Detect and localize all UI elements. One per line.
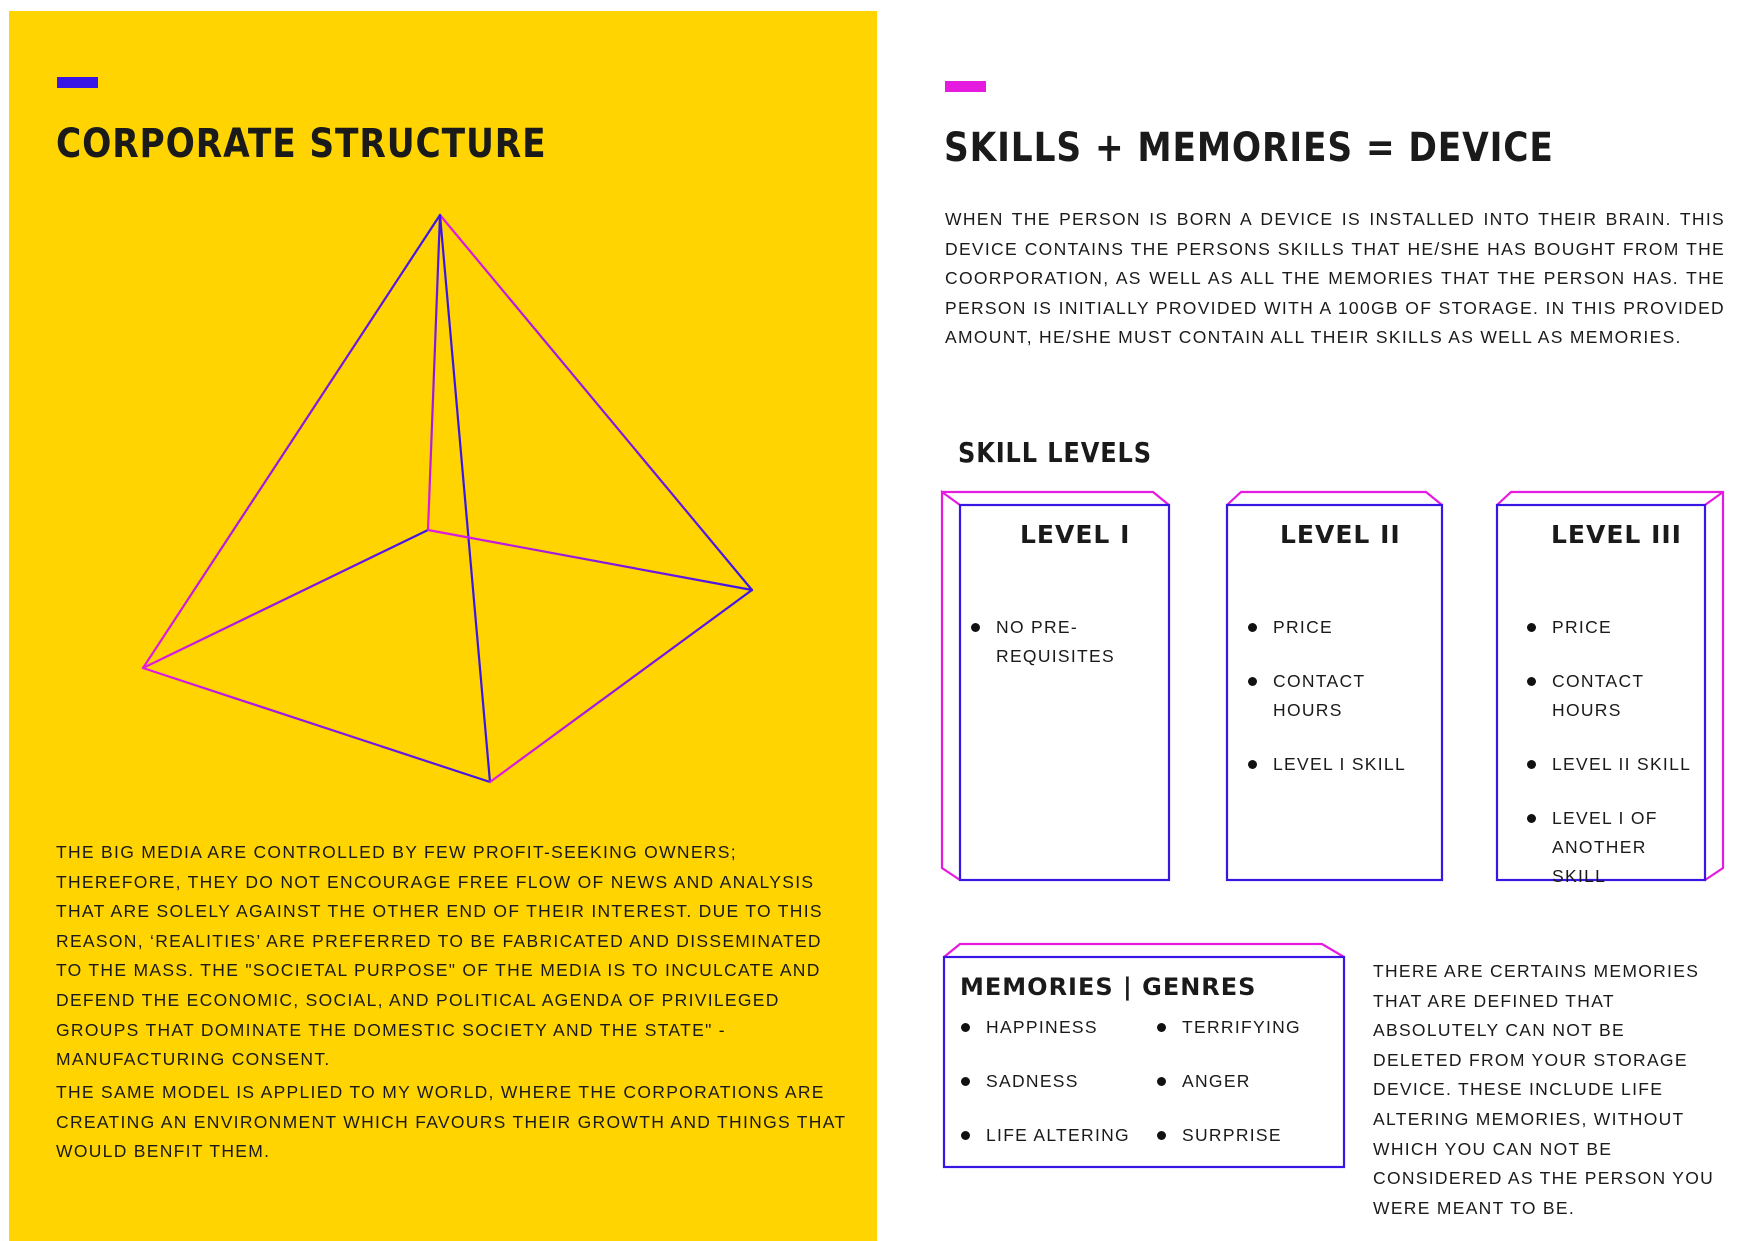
device-description: WHEN THE PERSON IS BORN A DEVICE IS INSTALLED INTO THEIR BRAIN. THIS DEVICE CONTAINS THE PERSONS SKILLS THAT HE/SHE HAS BOUGHT FROM THE COORPORATION, AS WELL AS ALL THE MEMORIES THAT THE PERSON HAS. THE PERSON IS INITIALLY PROVIDED WITH A 100GB OF STORAGE. IN THIS PROVIDED AMOUNT, HE/SHE MUST CONTAIN ALL THEIR SKILLS AS WELL AS MEMORIES. bbox=[945, 209, 1725, 348]
level-2-item: PRICE bbox=[1248, 613, 1438, 642]
corporate-structure-paragraph-1: THE BIG MEDIA ARE CONTROLLED BY FEW PROFIT-SEEKING OWNERS; THEREFORE, THEY DO NOT ENCOURAGE FREE FLOW OF NEWS AND ANALYSIS THAT ARE SOLELY AGAINST THE OTHER END OF THEIR INTEREST. DUE TO THIS REASON, ‘REALITIES’ ARE PREFERRED TO BE FABRICATED AND DISSEMINATED TO THE MASS. THE "SOCIETAL PURPOSE" OF THE MEDIA IS TO INCULCATE AND DEFEND THE ECONOMIC, SOCIAL, AND POLITICAL AGENDA OF PRIVILEGED GROUPS THAT DOMINATE THE DOMESTIC SOCIETY AND THE STATE" - MANUFACTURING CONSENT. bbox=[56, 842, 823, 1070]
level-3-title: LEVEL III bbox=[1551, 520, 1682, 549]
level-1-list bbox=[971, 613, 1171, 696]
level-1-title: LEVEL I bbox=[1020, 520, 1131, 549]
level-2-item: CONTACT HOURS bbox=[1248, 667, 1438, 725]
memories-genres-title: MEMORIES | GENRES bbox=[960, 973, 1257, 1001]
memories-note: THERE ARE CERTAINS MEMORIES THAT ARE DEFINED THAT ABSOLUTELY CAN NOT BE DELETED FROM YOUR STORAGE DEVICE. THESE INCLUDE LIFE ALTERING MEMORIES, WITHOUT WHICH YOU CAN NOT BE CONSIDERED AS THE PERSON YOU WERE MEANT TO BE. bbox=[1373, 961, 1715, 1218]
genre-item: LIFE ALTERING bbox=[961, 1121, 1130, 1150]
genre-item: SADNESS bbox=[961, 1067, 1130, 1096]
level-3-item: PRICE bbox=[1527, 613, 1702, 642]
level-3-item: CONTACT HOURS bbox=[1527, 667, 1702, 725]
level-3-list bbox=[1527, 613, 1702, 916]
genre-item: ANGER bbox=[1157, 1067, 1301, 1096]
level-2-list bbox=[1248, 613, 1438, 804]
device-title: SKILLS + MEMORIES = DEVICE bbox=[944, 125, 1554, 171]
memories-genres-right bbox=[1157, 1013, 1301, 1175]
level-3-item: LEVEL II SKILL bbox=[1527, 750, 1702, 779]
corporate-structure-paragraph-2: THE SAME MODEL IS APPLIED TO MY WORLD, WHERE THE CORPORATIONS ARE CREATING AN ENVIRONMENT WHICH FAVOURS THEIR GROWTH AND THINGS THAT WOULD BENFIT THEM. bbox=[56, 1082, 847, 1162]
genre-item: TERRIFYING bbox=[1157, 1013, 1301, 1042]
level-3-item: LEVEL I OF ANOTHER SKILL bbox=[1527, 804, 1702, 891]
skill-levels-title: SKILL LEVELS bbox=[958, 436, 1152, 469]
level-2-item: LEVEL I SKILL bbox=[1248, 750, 1438, 779]
memories-genres-left bbox=[961, 1013, 1130, 1175]
genre-item: HAPPINESS bbox=[961, 1013, 1130, 1042]
corporate-structure-title: CORPORATE STRUCTURE bbox=[56, 121, 547, 167]
level-2-title: LEVEL II bbox=[1280, 520, 1401, 549]
genre-item: SURPRISE bbox=[1157, 1121, 1301, 1150]
level-1-item: NO PRE-REQUISITES bbox=[971, 613, 1171, 671]
